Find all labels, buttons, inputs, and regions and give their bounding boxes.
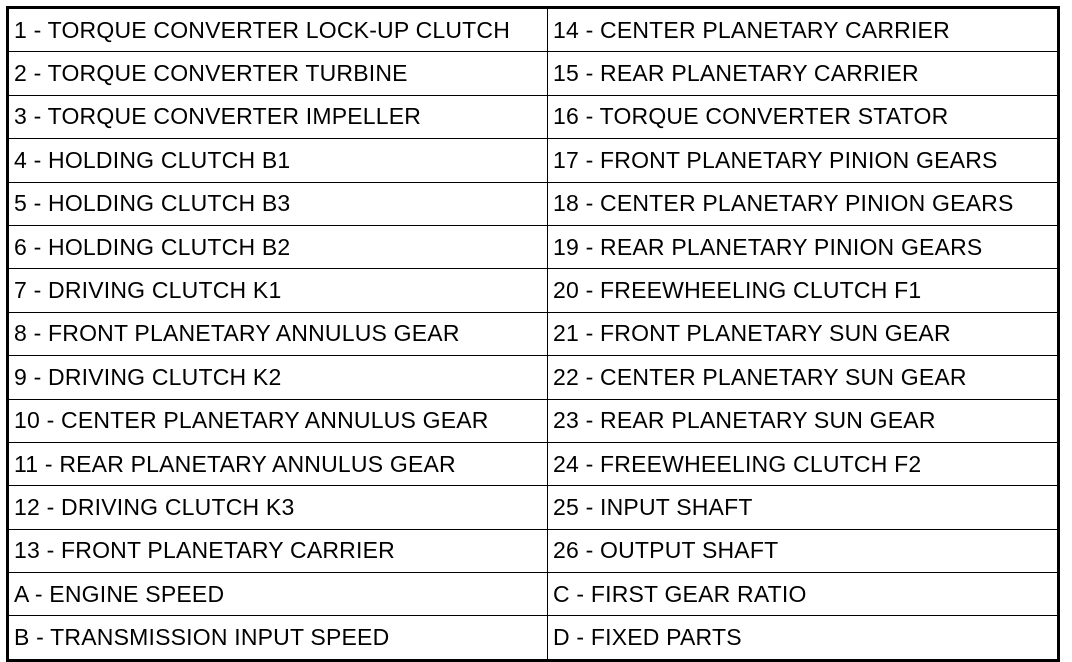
legend-cell-right: 23 - REAR PLANETARY SUN GEAR [548,399,1059,442]
legend-cell-left: 1 - TORQUE CONVERTER LOCK-UP CLUTCH [8,8,548,52]
legend-cell-right: 16 - TORQUE CONVERTER STATOR [548,95,1059,138]
legend-cell-left: 10 - CENTER PLANETARY ANNULUS GEAR [8,399,548,442]
table-row [8,356,1059,399]
table-row [8,442,1059,485]
legend-cell-left: 3 - TORQUE CONVERTER IMPELLER [8,95,548,138]
legend-cell-right: C - FIRST GEAR RATIO [548,573,1059,616]
legend-cell-left: 7 - DRIVING CLUTCH K1 [8,269,548,312]
legend-cell-right: 19 - REAR PLANETARY PINION GEARS [548,225,1059,268]
legend-cell-right: 17 - FRONT PLANETARY PINION GEARS [548,139,1059,182]
legend-cell-left: 12 - DRIVING CLUTCH K3 [8,486,548,529]
legend-cell-right: 18 - CENTER PLANETARY PINION GEARS [548,182,1059,225]
table-row [8,616,1059,660]
legend-cell-left: 8 - FRONT PLANETARY ANNULUS GEAR [8,312,548,355]
table-row [8,182,1059,225]
legend-cell-right: D - FIXED PARTS [548,616,1059,660]
legend-cell-right: 20 - FREEWHEELING CLUTCH F1 [548,269,1059,312]
legend-cell-right: 26 - OUTPUT SHAFT [548,529,1059,572]
legend-table [6,6,1060,662]
table-row [8,486,1059,529]
legend-cell-right: 22 - CENTER PLANETARY SUN GEAR [548,356,1059,399]
legend-cell-right: 24 - FREEWHEELING CLUTCH F2 [548,442,1059,485]
legend-cell-right: 25 - INPUT SHAFT [548,486,1059,529]
legend-cell-left: 2 - TORQUE CONVERTER TURBINE [8,52,548,95]
legend-cell-left: A - ENGINE SPEED [8,573,548,616]
table-row [8,8,1059,52]
legend-cell-right: 21 - FRONT PLANETARY SUN GEAR [548,312,1059,355]
table-row [8,399,1059,442]
legend-cell-left: 5 - HOLDING CLUTCH B3 [8,182,548,225]
table-row [8,573,1059,616]
legend-table-body [8,8,1059,661]
legend-cell-left: 4 - HOLDING CLUTCH B1 [8,139,548,182]
legend-cell-left: 13 - FRONT PLANETARY CARRIER [8,529,548,572]
legend-cell-left: 9 - DRIVING CLUTCH K2 [8,356,548,399]
legend-cell-left: 6 - HOLDING CLUTCH B2 [8,225,548,268]
table-row [8,312,1059,355]
legend-cell-left: B - TRANSMISSION INPUT SPEED [8,616,548,660]
legend-cell-right: 14 - CENTER PLANETARY CARRIER [548,8,1059,52]
legend-cell-right: 15 - REAR PLANETARY CARRIER [548,52,1059,95]
legend-cell-left: 11 - REAR PLANETARY ANNULUS GEAR [8,442,548,485]
table-row [8,95,1059,138]
table-row [8,139,1059,182]
table-row [8,225,1059,268]
table-row [8,529,1059,572]
table-row [8,269,1059,312]
table-row [8,52,1059,95]
